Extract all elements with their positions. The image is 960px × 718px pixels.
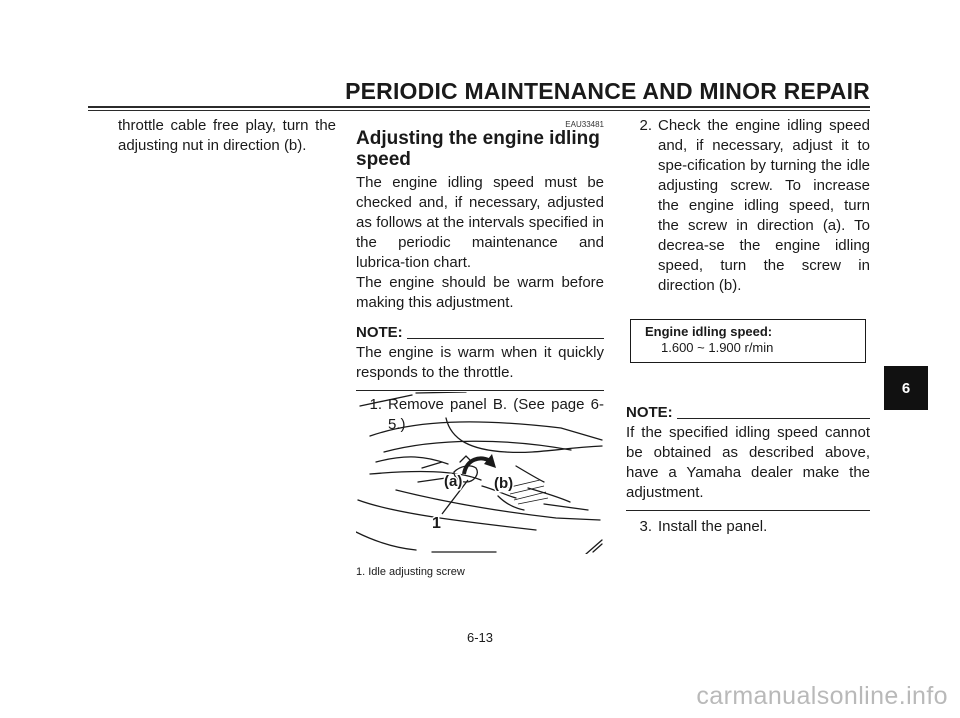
watermark: carmanualsonline.info xyxy=(696,682,948,710)
note-text: If the specified idling speed cannot be obtained as described above, have a Yamaha dealer make the adjustment. xyxy=(626,424,870,501)
step-text: Install the panel. xyxy=(658,518,768,535)
step-text: Check the engine idling speed and, if necessary, adjust it to spe-cification by turning the idle adjusting screw. To increase the engine idling speed, turn the screw in direction (a). To decrea-se the engine idling speed, turn the screw in direction (b). xyxy=(658,117,870,294)
note-text: The engine is warm when it quickly responds to the throttle. xyxy=(356,344,604,381)
note-end-rule xyxy=(356,389,604,391)
note-rule xyxy=(407,338,604,339)
note-rule xyxy=(677,418,870,419)
spec-label: Engine idling speed: xyxy=(645,324,773,339)
chapter-tab: 6 xyxy=(884,366,928,410)
left-paragraph: throttle cable free play, turn the adjusting nut in direction (b). xyxy=(118,117,336,154)
figure-label-a: (a) xyxy=(444,473,463,490)
note-label: NOTE: xyxy=(626,404,673,421)
page-header-title: PERIODIC MAINTENANCE AND MINOR REPAIR xyxy=(345,78,870,104)
step-3 xyxy=(626,517,870,537)
spec-box xyxy=(630,319,866,363)
right-column xyxy=(626,116,870,537)
figure-label-1: 1 xyxy=(432,515,441,532)
figure-label-b: (b) xyxy=(494,475,514,492)
left-column xyxy=(118,116,336,156)
warm-engine-paragraph: The engine should be warm before making this adjustment. xyxy=(356,274,604,311)
header-rule-thin xyxy=(88,110,870,111)
section-code: EAU33481 xyxy=(565,120,604,129)
middle-column xyxy=(356,116,604,435)
step-number: 1. xyxy=(369,396,382,413)
note-label: NOTE: xyxy=(356,324,403,341)
spec-value: 1.600 ~ 1.900 r/min xyxy=(661,340,774,355)
step-number: 2. xyxy=(639,117,652,134)
step-text: Remove panel B. (See page 6-5.) xyxy=(388,396,604,433)
note-end-rule xyxy=(626,509,870,511)
figure-caption: 1. Idle adjusting screw xyxy=(356,566,465,578)
note-heading xyxy=(626,403,870,423)
header-rule-thick xyxy=(88,106,870,108)
step-2 xyxy=(626,116,870,296)
idle-screw-figure xyxy=(356,392,604,554)
note-heading xyxy=(356,323,604,343)
section-title: Adjusting the engine idling speed xyxy=(356,128,600,170)
step-number: 3. xyxy=(639,518,652,535)
intro-paragraph: The engine idling speed must be checked and, if necessary, adjusted as follows at the intervals specified in the periodic maintenance and lubrica-tion chart. xyxy=(356,174,604,271)
page-number: 6-13 xyxy=(466,630,494,645)
